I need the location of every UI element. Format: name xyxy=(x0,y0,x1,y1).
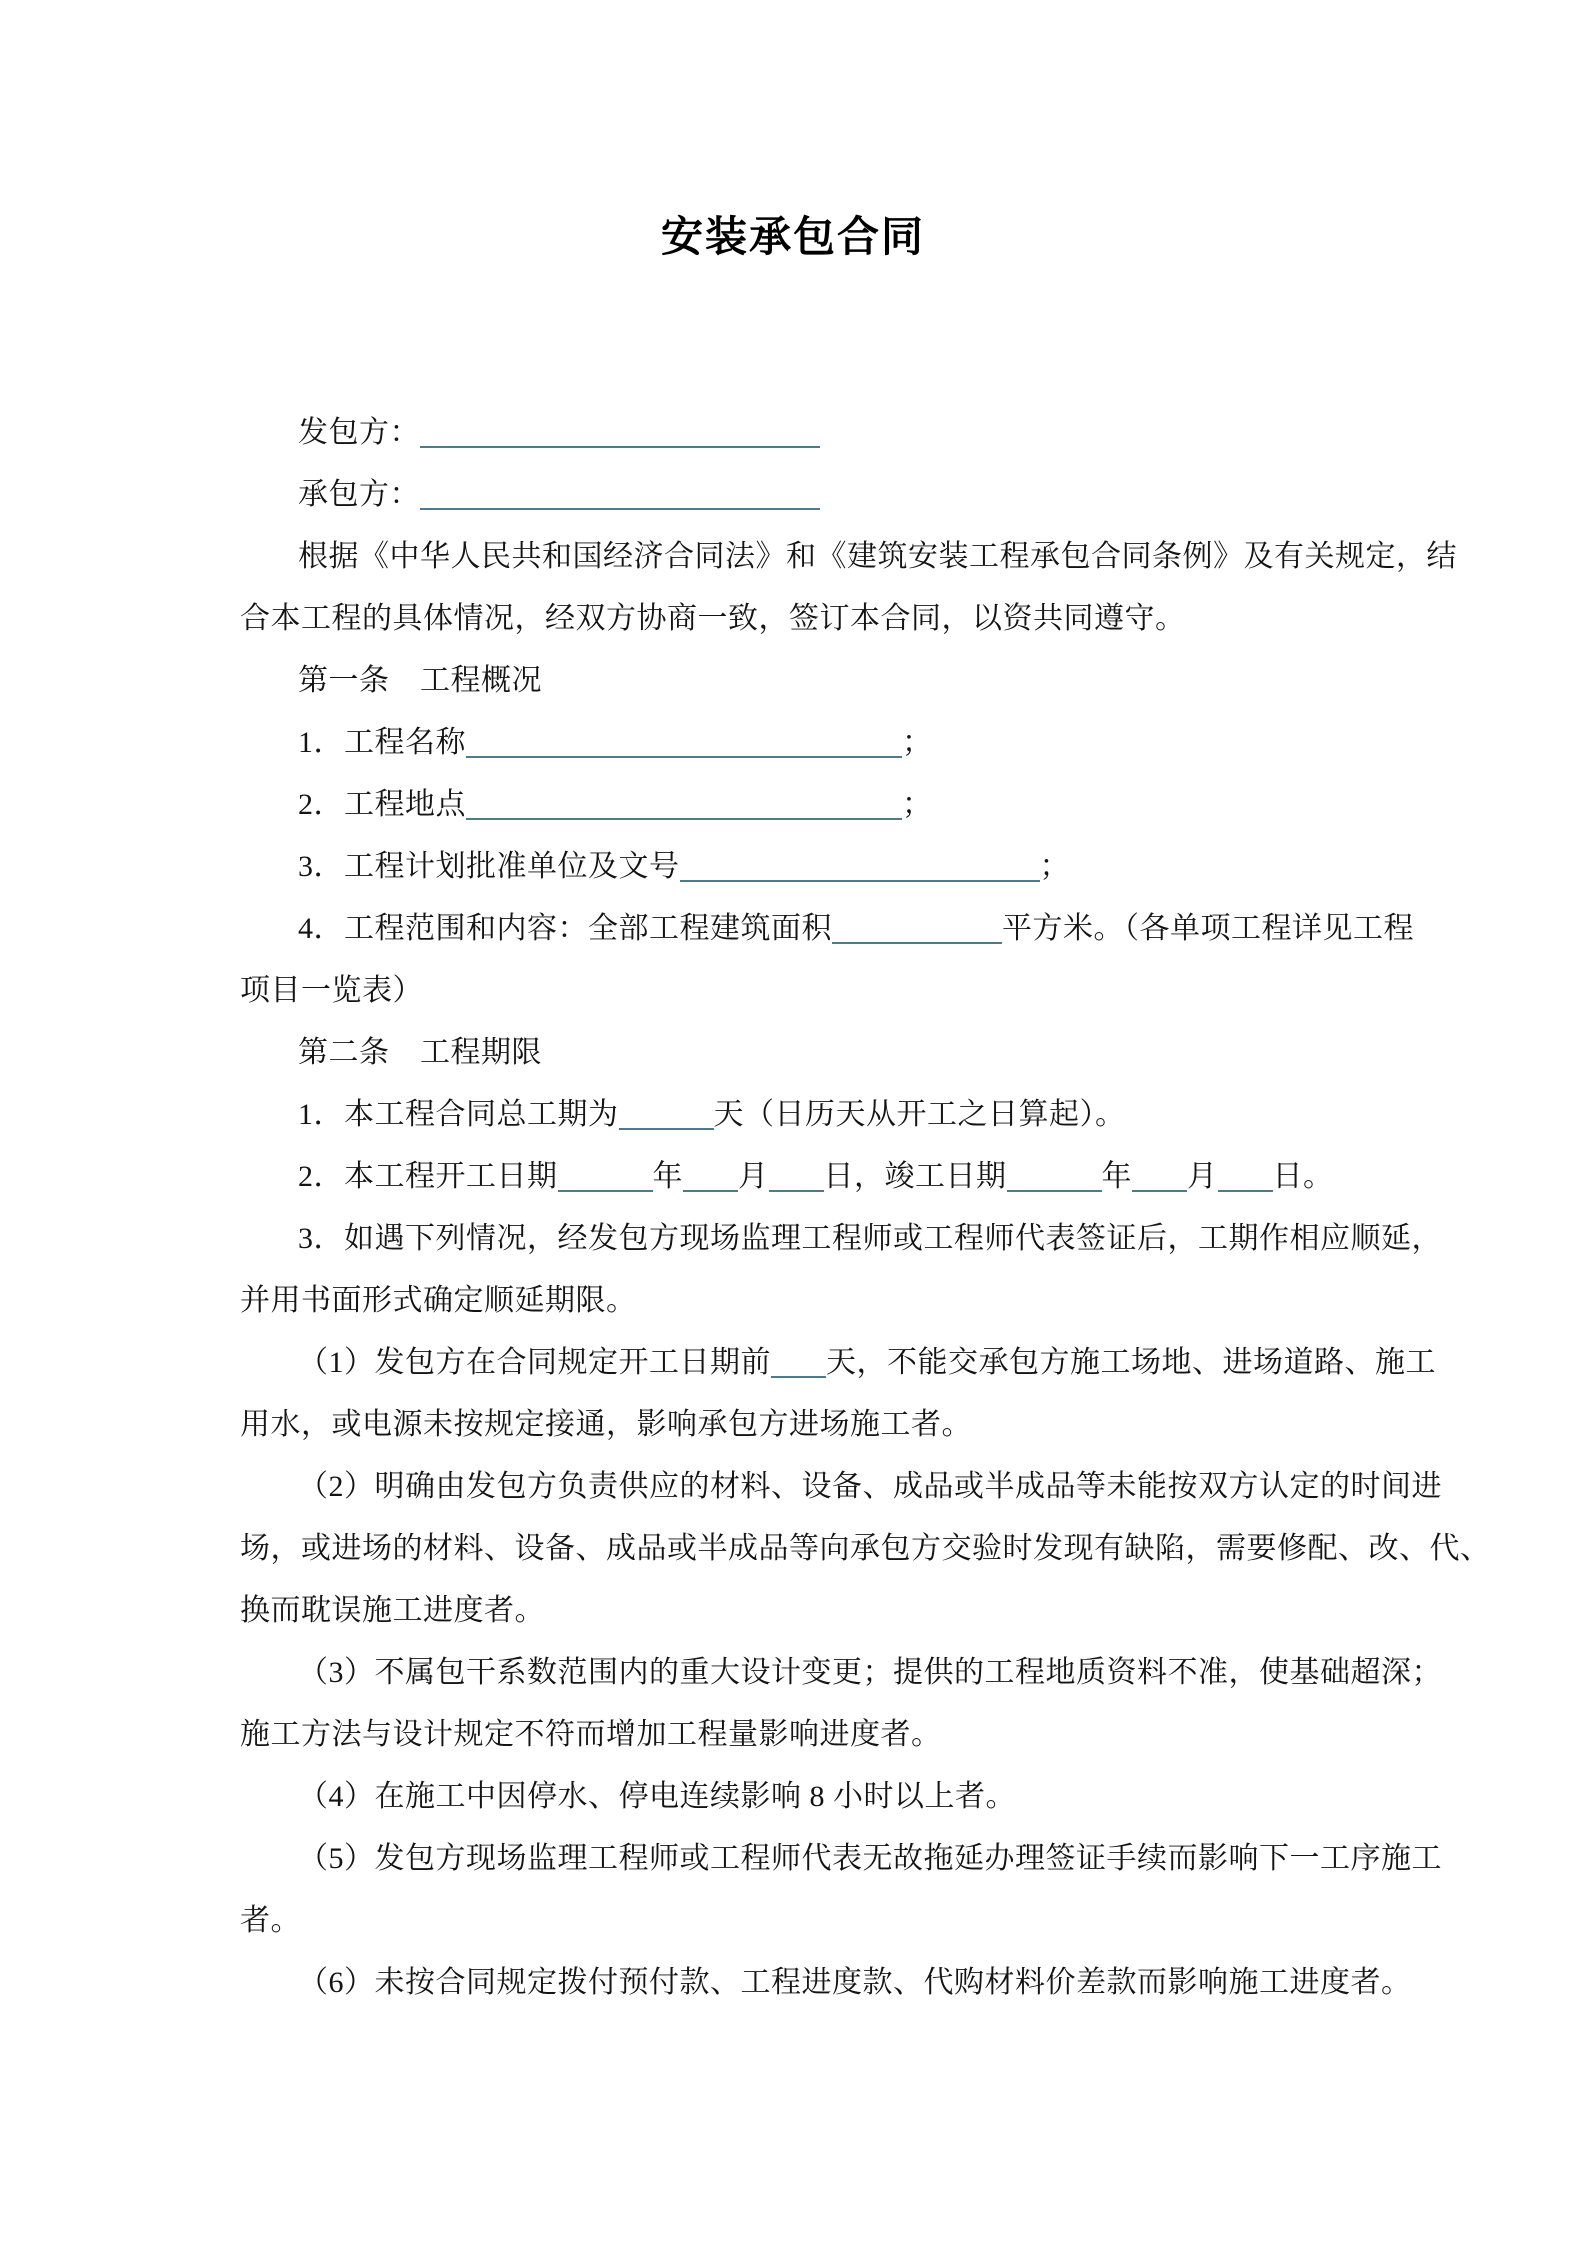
line-text: （3）不属包干系数范围内的重大设计变更；提供的工程地质资料不准，使基础超深； xyxy=(298,1656,1442,1689)
line-text: 项目一览表） xyxy=(240,974,423,1007)
line-text: 天，不能交承包方施工场地、进场道路、施工 xyxy=(826,1346,1436,1379)
line-text: 年 xyxy=(1101,1160,1132,1193)
line-text: 月 xyxy=(738,1160,769,1193)
document-line xyxy=(240,774,1370,836)
fill-in-blank xyxy=(466,784,902,820)
document-line xyxy=(240,1642,1442,1704)
fill-in-blank xyxy=(680,846,1040,882)
line-text: 平方米。（各单项工程详见工程 xyxy=(1002,912,1414,945)
fill-in-blank xyxy=(420,412,820,448)
line-text: 4．工程范围和内容：全部工程建筑面积 xyxy=(298,912,832,945)
fill-in-blank xyxy=(1218,1156,1273,1192)
line-text: ； xyxy=(1039,850,1070,883)
document-line xyxy=(240,1952,1412,2014)
line-text: （1）发包方在合同规定开工日期前 xyxy=(298,1346,771,1379)
line-text: 发包方： xyxy=(298,416,420,449)
line-text: 3．工程计划批准单位及文号 xyxy=(298,850,680,883)
line-text: 3．如遇下列情况，经发包方现场监理工程师或工程师代表签证后，工期作相应顺延， xyxy=(298,1222,1442,1255)
fill-in-blank xyxy=(558,1156,653,1192)
document-line xyxy=(240,712,1370,774)
line-text: 承包方： xyxy=(298,478,420,511)
fill-in-blank xyxy=(683,1156,738,1192)
line-text: 场，或进场的材料、设备、成品或半成品等向承包方交验时发现有缺陷，需要修配、改、代、 xyxy=(240,1532,1491,1565)
document-line xyxy=(240,1208,1442,1270)
line-text: 月 xyxy=(1187,1160,1218,1193)
document-title: 安装承包合同 xyxy=(660,213,925,260)
fill-in-blank xyxy=(619,1094,714,1130)
fill-in-blank xyxy=(1132,1156,1187,1192)
line-text: ； xyxy=(902,788,933,821)
fill-in-blank xyxy=(771,1342,826,1378)
document-body xyxy=(240,402,1491,2014)
document-line xyxy=(240,1704,1370,1766)
line-text: 者。 xyxy=(240,1904,301,1937)
line-text: ； xyxy=(902,726,933,759)
line-text: 天（日历天从开工之日算起）。 xyxy=(713,1098,1126,1131)
line-text: 并用书面形式确定顺延期限。 xyxy=(240,1284,637,1317)
line-text: 用水，或电源未按规定接通，影响承包方进场施工者。 xyxy=(240,1408,972,1441)
document-line xyxy=(240,1580,1370,1642)
document-line xyxy=(240,1766,1370,1828)
line-text: 2．本工程开工日期 xyxy=(298,1160,558,1193)
line-text: 第二条 工程期限 xyxy=(298,1036,542,1069)
fill-in-blank xyxy=(769,1156,824,1192)
line-text: 根据《中华人民共和国经济合同法》和《建筑安装工程承包合同条例》及有关规定，结 xyxy=(298,540,1457,573)
line-text: 2．工程地点 xyxy=(298,788,466,821)
document-line xyxy=(240,1394,1370,1456)
line-text: 日，竣工日期 xyxy=(823,1160,1007,1193)
document-line xyxy=(240,1456,1442,1518)
fill-in-blank xyxy=(832,908,1002,944)
document-line xyxy=(240,898,1414,960)
document-line xyxy=(240,588,1370,650)
line-text: （2）明确由发包方负责供应的材料、设备、成品或半成品等未能按双方认定的时间进 xyxy=(298,1470,1442,1503)
line-text: （4）在施工中因停水、停电连续影响 8 小时以上者。 xyxy=(298,1780,1016,1813)
document-line xyxy=(240,1022,1370,1084)
fill-in-blank xyxy=(420,474,820,510)
line-text: （5）发包方现场监理工程师或工程师代表无故拖延办理签证手续而影响下一工序施工 xyxy=(298,1842,1442,1875)
document-line xyxy=(240,1890,1370,1952)
document-line xyxy=(240,526,1457,588)
document-line xyxy=(240,464,1370,526)
fill-in-blank xyxy=(1007,1156,1102,1192)
document-line xyxy=(240,1332,1436,1394)
document-line xyxy=(240,960,1370,1022)
document-line xyxy=(240,1146,1370,1208)
document-line xyxy=(240,1270,1370,1332)
line-text: 1．本工程合同总工期为 xyxy=(298,1098,619,1131)
line-text: 1．工程名称 xyxy=(298,726,466,759)
line-text: 年 xyxy=(652,1160,683,1193)
document-line xyxy=(240,836,1370,898)
line-text: 日。 xyxy=(1272,1160,1334,1193)
document-line xyxy=(240,402,1370,464)
line-text: 合本工程的具体情况，经双方协商一致，签订本合同，以资共同遵守。 xyxy=(240,602,1186,635)
line-text: 施工方法与设计规定不符而增加工程量影响进度者。 xyxy=(240,1718,942,1751)
line-text: 换而耽误施工进度者。 xyxy=(240,1594,545,1627)
line-text: 第一条 工程概况 xyxy=(298,664,542,697)
document-line xyxy=(240,1828,1442,1890)
fill-in-blank xyxy=(466,722,902,758)
document-line xyxy=(240,1518,1491,1580)
line-text: （6）未按合同规定拨付预付款、工程进度款、代购材料价差款而影响施工进度者。 xyxy=(298,1966,1412,1999)
document-line xyxy=(240,650,1370,712)
document-line xyxy=(240,1084,1370,1146)
